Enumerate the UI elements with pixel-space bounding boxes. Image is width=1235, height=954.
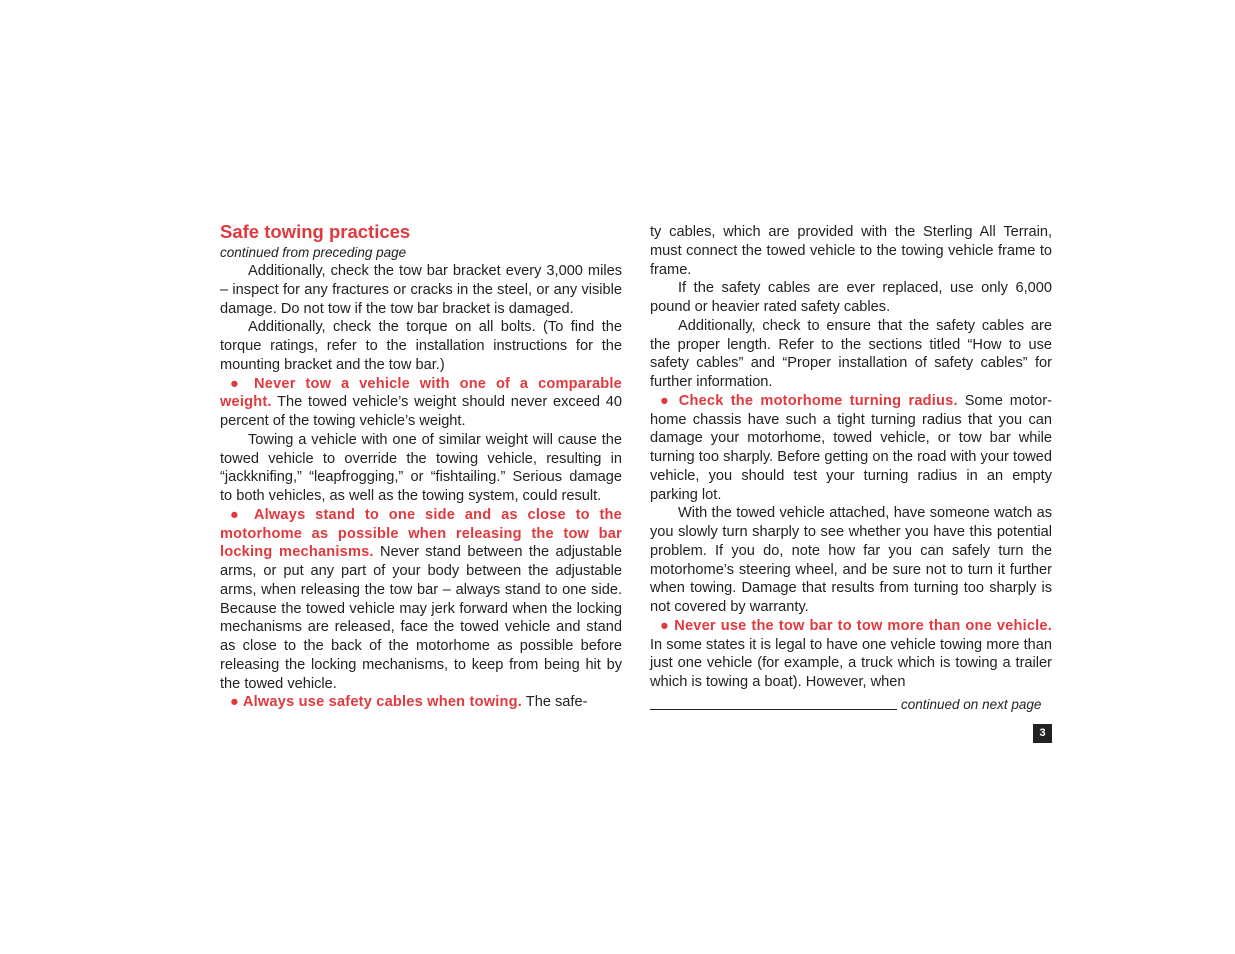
bullet-comparable-weight: [220, 375, 622, 431]
section-title: Safe towing practices: [220, 221, 411, 242]
bullet-text: Never stand between the adjustable arms, or put any part of your body between the adjustable arms, when releasing the tow bar – always stand to one side. Because the towed vehicle may jerk forward when the locking mechanisms are released, face the towed vehicle and stand as close to the back of the motorhome as possible before releasing the locking mechanisms, to keep from being hit by the towed vehicle.: [220, 544, 622, 692]
bullet-icon: ●: [230, 694, 239, 711]
divider-rule: [650, 709, 897, 710]
bullet-text: In some states it is legal to have one vehicle towing more than just one vehicle (for example, a truck which is towing a trailer which is towing a boat). However, when: [650, 636, 1052, 690]
paragraph-bracket-inspection: Additionally, check the tow bar bracket every 3,000 miles – inspect for any fractures or cracks in the steel, or any visible damage. Do not tow if the tow bar bracket is damaged.: [220, 263, 622, 317]
bullet-heading: Never use the tow bar to tow more than one vehicle.: [674, 617, 1052, 634]
bullet-turning-radius: [650, 392, 1052, 505]
continued-from-note: continued from preceding page: [220, 245, 407, 260]
paragraph-torque: Additionally, check the torque on all bolts. (To find the torque ratings, refer to the installation instructions for the mounting bracket and the tow bar.): [220, 319, 622, 373]
page-number-badge: 3: [1033, 724, 1052, 743]
bullet-heading: Never tow a vehicle with one of a comparable weight.: [220, 375, 622, 411]
bullet-one-vehicle: [650, 617, 1052, 692]
continued-next-note: [650, 696, 1052, 714]
continued-next-text: continued on next page: [901, 696, 1042, 712]
paragraph-cable-length: Additionally, check to ensure that the safety cables are the proper length. Refer to the sections titled “How to use safety cables” and “Proper installation of safety cables” for further information.: [650, 317, 1052, 390]
bullet-icon: ●: [660, 617, 670, 634]
bullet-heading: Always stand to one side and as close to the motorhome as possible when releasing the tow bar locking mechanisms.: [220, 506, 622, 561]
bullet-icon: ●: [230, 506, 245, 523]
paragraph-turn-test: With the towed vehicle attached, have someone watch as you slowly turn sharply to see whether you have this potential problem. If you do, note how far you can safely turn the motorhome’s steering wheel, and be sure not to turn it further when towing. Damage that results from turning too sharply is not covered by warranty.: [650, 505, 1052, 615]
paragraph-similar-weight: Towing a vehicle with one of similar weight will cause the towed vehicle to override the towing vehicle, resulting in “jackknifing,” “leapfrogging,” or “fishtailing.” Serious damage to both vehicles, as well as the towing system, could result.: [220, 431, 622, 504]
bullet-icon: ●: [660, 392, 672, 409]
bullet-text: Some motorhome chassis have such a tight turning radius that you can damage your motorhome, towed vehicle, or tow bar while turning too sharply. Before getting on the road with your towed vehicle, you should test your turning radius in an empty parking lot.: [650, 392, 1052, 503]
bullet-heading: Always use safety cables when towing.: [242, 694, 522, 711]
left-column: [220, 220, 622, 712]
bullet-heading: Check the motorhome turning radius.: [678, 392, 958, 409]
bullet-stand-aside: [220, 506, 622, 694]
bullet-safety-cables: [220, 693, 622, 712]
paragraph-cables-continued: ty cables, which are provided with the Sterling All Terrain, must connect the towed vehicle to the towing vehicle frame to frame.: [650, 224, 1052, 278]
bullet-text: The towed vehicle’s weight should never exceed 40 percent of the towing vehicle’s weight.: [220, 394, 622, 429]
paragraph-cable-replacement: If the safety cables are ever replaced, use only 6,000 pound or heavier rated safety cables.: [650, 280, 1052, 315]
bullet-icon: ●: [230, 375, 245, 392]
bullet-text: The safe-: [522, 694, 588, 711]
right-column: [650, 223, 1052, 714]
